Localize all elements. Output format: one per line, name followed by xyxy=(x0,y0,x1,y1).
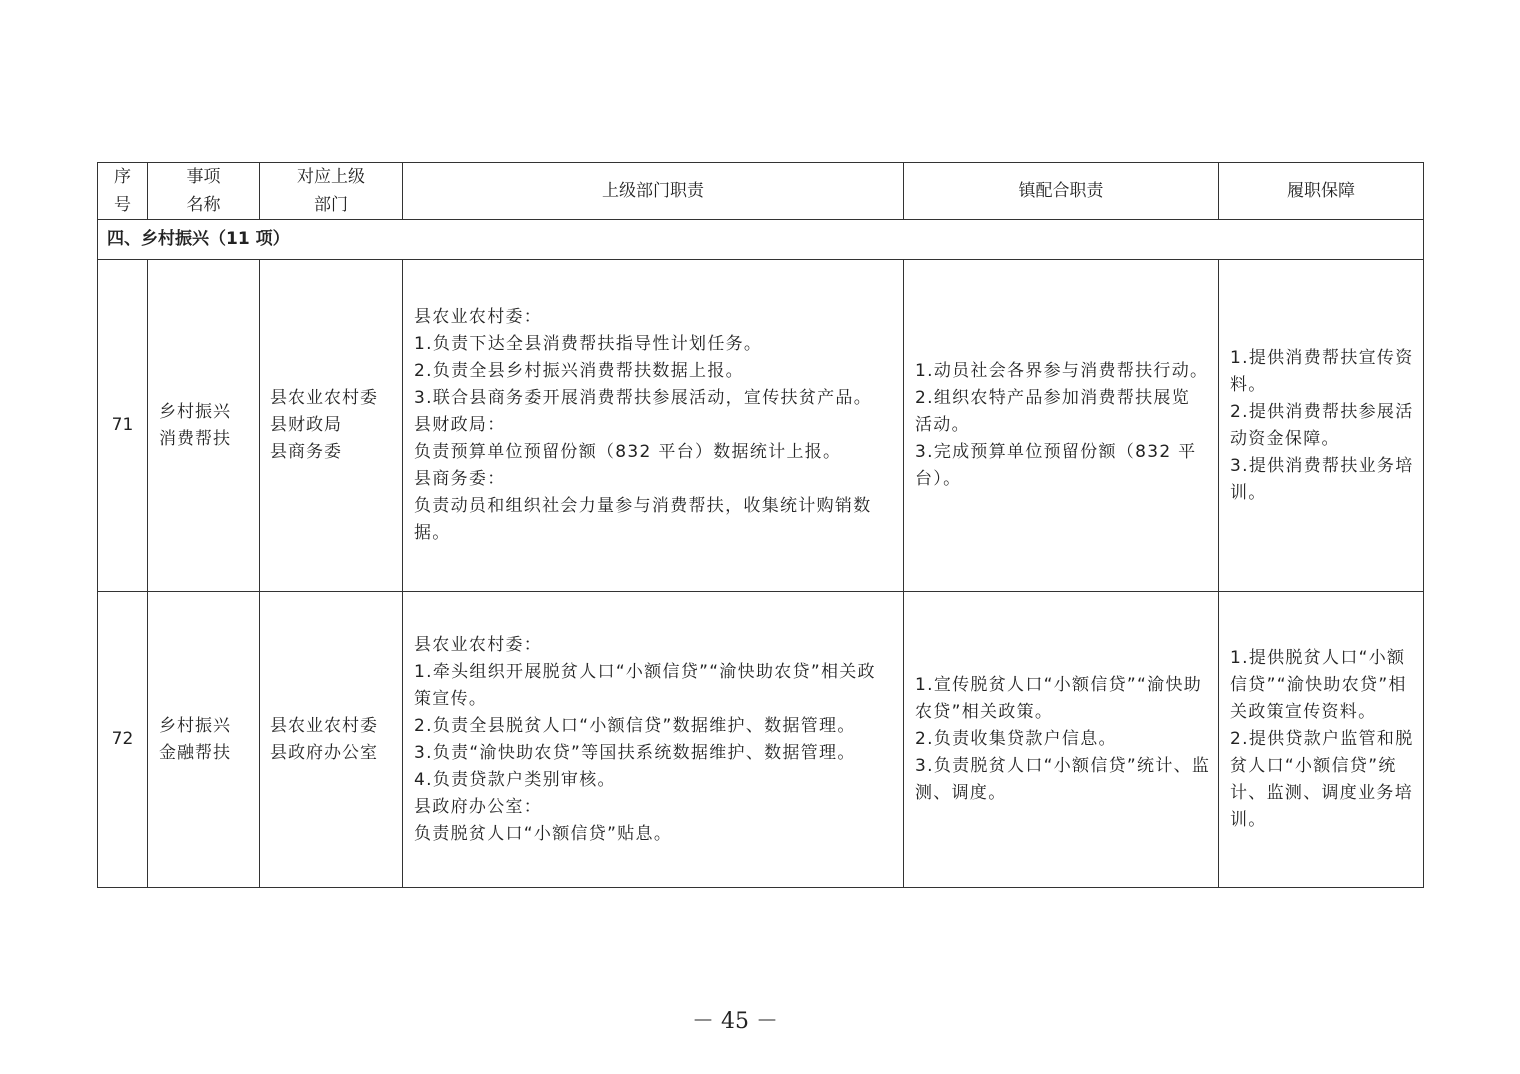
item-name-line: 金融帮扶 xyxy=(159,742,231,763)
page-number: － 45 － xyxy=(692,1009,778,1034)
duty-line: 1.牵头组织开展脱贫人口“小额信贷”“渝快助农贷”相关政 xyxy=(414,661,876,682)
table-row xyxy=(98,592,1424,888)
guarantee-line: 2.提供贷款户监管和脱 xyxy=(1230,729,1414,749)
guarantee-line: 料。 xyxy=(1230,374,1267,395)
upper-dept xyxy=(260,592,403,888)
header-dept-line: 部门 xyxy=(314,195,348,215)
header-guarantee: 履职保障 xyxy=(1219,163,1424,220)
header-name-line: 名称 xyxy=(186,195,221,215)
duty-line: 县农业农村委： xyxy=(414,307,543,327)
duty-line: 负责脱贫人口“小额信贷”贴息。 xyxy=(414,823,673,844)
dept-line: 县农业农村委 xyxy=(270,715,378,736)
guarantee-line: 信贷”“渝快助农贷”相 xyxy=(1230,675,1407,695)
guarantee-line: 1.提供脱贫人口“小额 xyxy=(1230,648,1406,668)
header-name xyxy=(148,163,260,220)
section-title: 四、乡村振兴（11 项） xyxy=(98,220,1424,260)
guarantee-line: 训。 xyxy=(1230,810,1267,830)
guarantee-line: 训。 xyxy=(1230,482,1267,503)
town-duty-line: 2.组织农特产品参加消费帮扶展览 xyxy=(915,388,1191,408)
upper-duty xyxy=(403,592,904,888)
row-number: 72 xyxy=(98,592,148,888)
dept-line: 县政府办公室 xyxy=(270,742,378,763)
dept-line: 县农业农村委 xyxy=(270,388,378,408)
header-dept xyxy=(260,163,403,220)
dept-line: 县商务委 xyxy=(270,442,342,462)
duty-line: 县政府办公室： xyxy=(414,796,543,817)
header-dept-line: 对应上级 xyxy=(297,167,365,187)
duty-line: 负责动员和组织社会力量参与消费帮扶，收集统计购销数 xyxy=(414,496,872,516)
header-row xyxy=(98,163,1424,220)
duty-line: 2.负责全县乡村振兴消费帮扶数据上报。 xyxy=(414,361,744,381)
guarantee-line: 动资金保障。 xyxy=(1230,428,1340,449)
upper-dept xyxy=(260,260,403,592)
town-duty-line: 3.负责脱贫人口“小额信贷”统计、监 xyxy=(915,756,1211,776)
guarantee-line: 关政策宣传资料。 xyxy=(1230,702,1377,722)
header-no xyxy=(98,163,148,220)
town-duty-line: 1.动员社会各界参与消费帮扶行动。 xyxy=(915,361,1209,381)
duty-line: 3.联合县商务委开展消费帮扶参展活动，宣传扶贫产品。 xyxy=(414,388,873,408)
duty-line: 策宣传。 xyxy=(414,688,488,709)
item-name-line: 乡村振兴 xyxy=(159,401,231,422)
row-number: 71 xyxy=(98,260,148,592)
table-row xyxy=(98,260,1424,592)
header-name-line: 事项 xyxy=(186,167,221,187)
duty-line: 4.负责贷款户类别审核。 xyxy=(414,769,616,790)
section-row xyxy=(98,220,1424,260)
guarantee-line: 1.提供消费帮扶宣传资 xyxy=(1230,347,1414,368)
item-name-line: 消费帮扶 xyxy=(159,428,231,449)
guarantee xyxy=(1219,260,1424,592)
duty-line: 负责预算单位预留份额（832 平台）数据统计上报。 xyxy=(414,442,842,462)
duty-line: 县农业农村委： xyxy=(414,634,543,655)
duty-line: 1.负责下达全县消费帮扶指导性计划任务。 xyxy=(414,334,763,354)
guarantee-line: 2.提供消费帮扶参展活 xyxy=(1230,401,1414,422)
header-no-line: 号 xyxy=(114,195,131,215)
item-name xyxy=(148,260,260,592)
town-duty-line: 活动。 xyxy=(915,415,970,435)
town-duty-line: 农贷”相关政策。 xyxy=(915,702,1054,722)
duty-line: 2.负责全县脱贫人口“小额信贷”数据维护、数据管理。 xyxy=(414,715,856,736)
header-upper-duty: 上级部门职责 xyxy=(403,163,904,220)
item-name-line: 乡村振兴 xyxy=(159,715,231,736)
duty-line: 据。 xyxy=(414,523,451,543)
town-duty-line: 3.完成预算单位预留份额（832 平 xyxy=(915,442,1197,462)
town-duty-line: 2.负责收集贷款户信息。 xyxy=(915,729,1117,749)
dept-line: 县财政局 xyxy=(270,415,342,435)
duty-line: 3.负责“渝快助农贷”等国扶系统数据维护、数据管理。 xyxy=(414,742,856,763)
header-town-duty: 镇配合职责 xyxy=(904,163,1219,220)
town-duty-line: 1.宣传脱贫人口“小额信贷”“渝快助 xyxy=(915,675,1203,695)
town-duty-line: 测、调度。 xyxy=(915,783,1007,803)
upper-duty xyxy=(403,260,904,592)
guarantee-line: 贫人口“小额信贷”统 xyxy=(1230,756,1397,776)
town-duty-line: 台）。 xyxy=(915,469,962,489)
town-duty xyxy=(904,592,1219,888)
duty-line: 县财政局： xyxy=(414,415,506,435)
header-no-line: 序 xyxy=(114,167,131,187)
guarantee-line: 计、监测、调度业务培 xyxy=(1230,783,1413,803)
item-name xyxy=(148,592,260,888)
duty-table xyxy=(97,162,1424,888)
town-duty xyxy=(904,260,1219,592)
guarantee-line: 3.提供消费帮扶业务培 xyxy=(1230,455,1414,476)
guarantee xyxy=(1219,592,1424,888)
duty-line: 县商务委： xyxy=(414,469,506,489)
